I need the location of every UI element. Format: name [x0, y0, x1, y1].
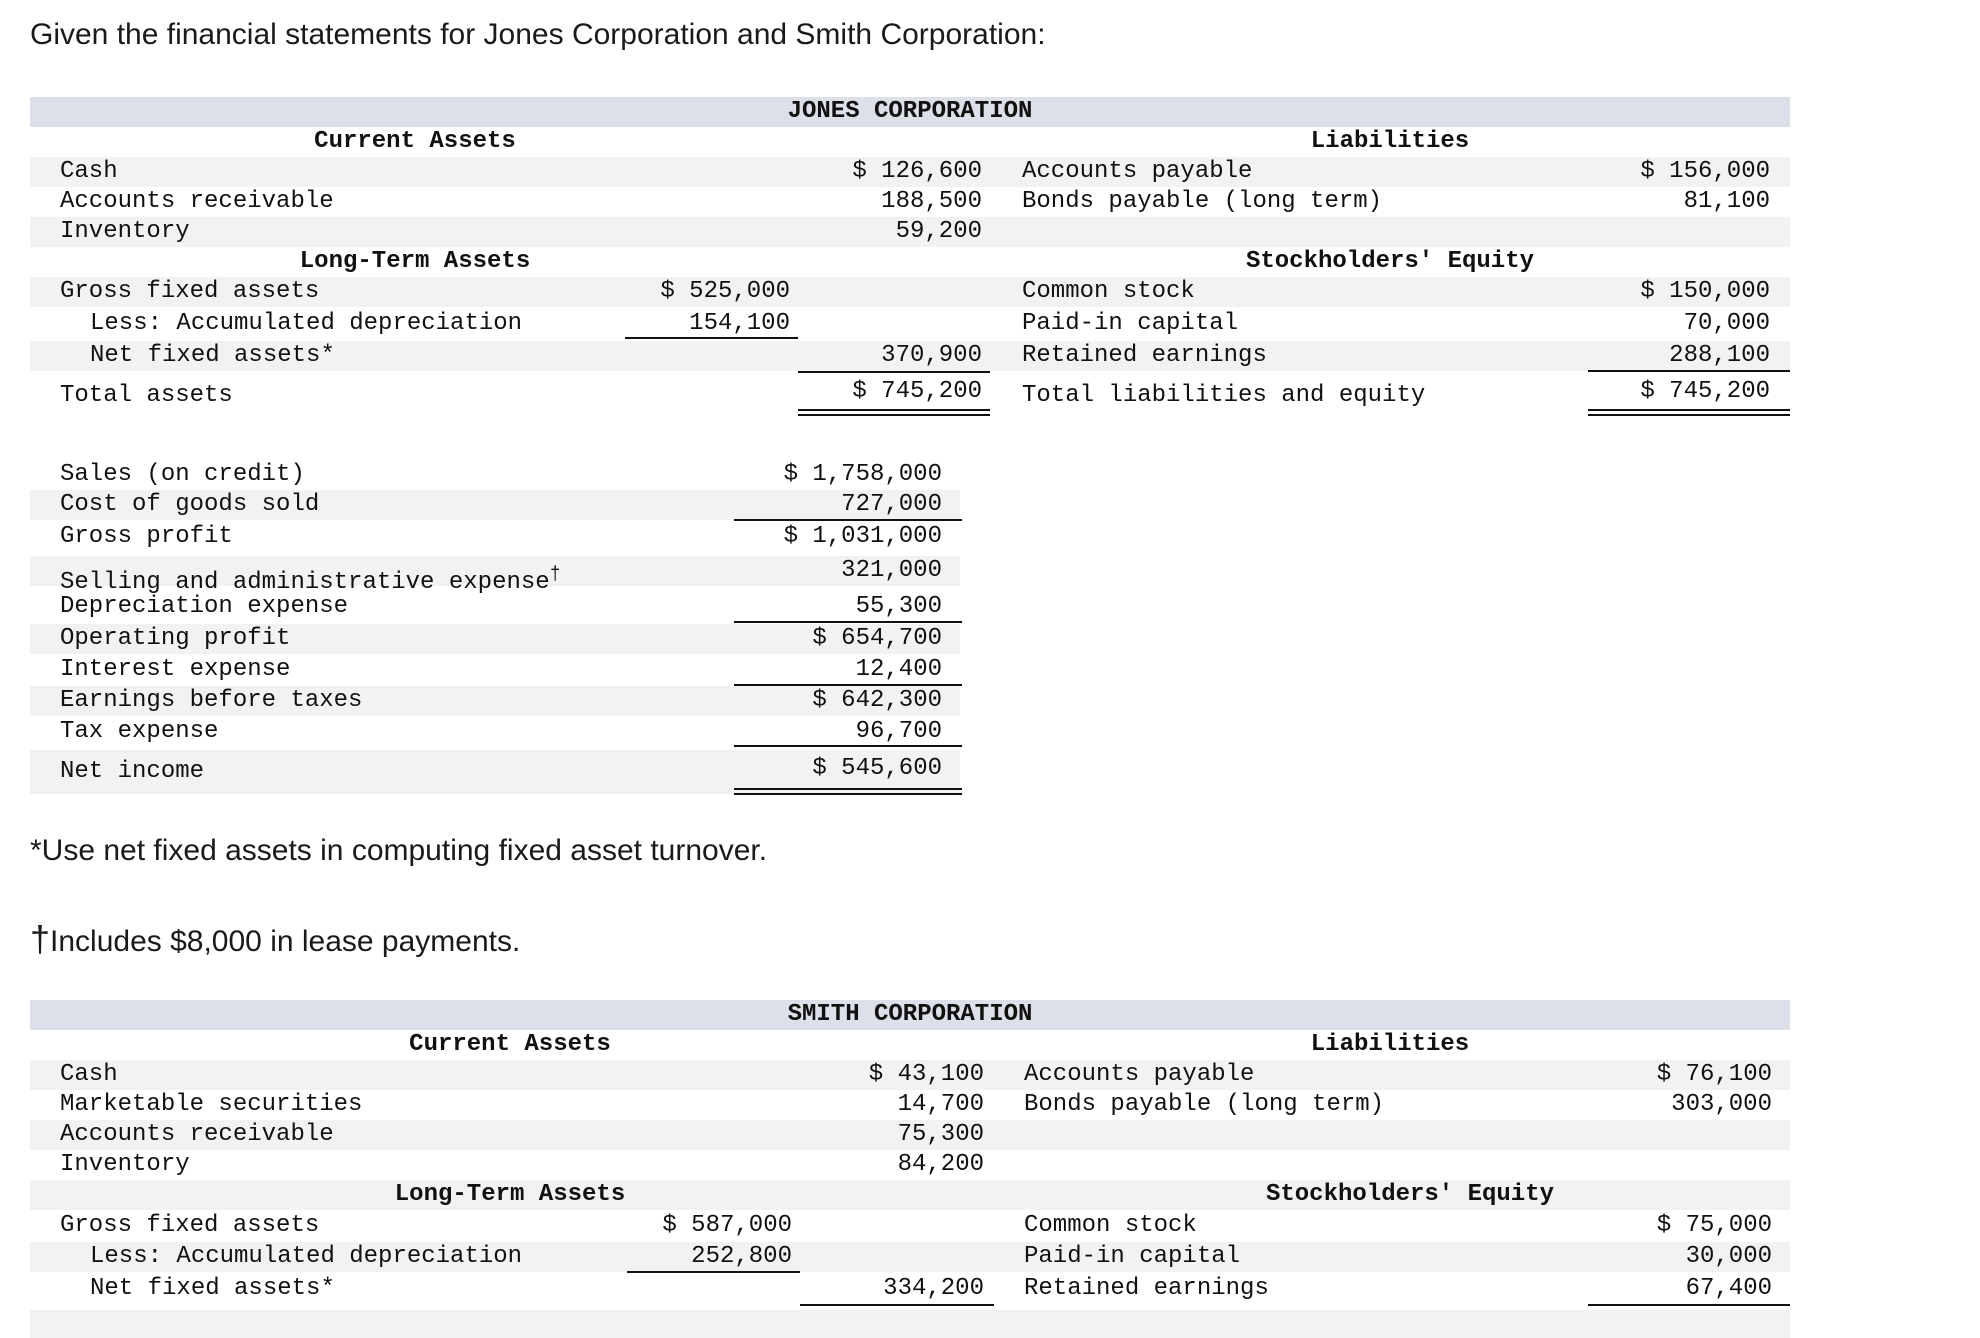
sga-label: Selling and administrative expense†	[60, 565, 561, 596]
jones-re-label: Retained earnings	[1022, 342, 1267, 369]
smith-title: SMITH CORPORATION	[787, 1001, 1033, 1028]
note-dagger: †	[30, 918, 51, 959]
sga-dagger: †	[549, 565, 561, 585]
sales-value: $ 1,758,000	[783, 461, 942, 488]
jones-gfa-label: Gross fixed assets	[60, 278, 320, 305]
jones-tle-label: Total liabilities and equity	[1022, 382, 1426, 409]
ni-value: $ 545,600	[812, 755, 942, 782]
jones-ar-label: Accounts receivable	[60, 188, 334, 215]
tax-label: Tax expense	[60, 718, 219, 745]
smith-ar-label: Accounts receivable	[60, 1121, 334, 1148]
jones-pic-value: 70,000	[1683, 310, 1770, 337]
smith-accdep-label: Less: Accumulated depreciation	[90, 1243, 523, 1270]
jones-cash-label: Cash	[60, 158, 118, 185]
smith-accdep-value: 252,800	[691, 1243, 792, 1270]
smith-current-assets-header: Current Assets	[409, 1031, 611, 1058]
jones-cs-value: $ 150,000	[1640, 278, 1770, 305]
cogs-label: Cost of goods sold	[60, 491, 320, 518]
int-value: 12,400	[855, 656, 942, 683]
cogs-value: 727,000	[841, 491, 942, 518]
dep-label: Depreciation expense	[60, 593, 349, 620]
ni-label: Net income	[60, 758, 205, 785]
tax-value: 96,700	[855, 718, 942, 745]
smith-ar-value: 75,300	[897, 1121, 984, 1148]
smith-cs-value: $ 75,000	[1656, 1212, 1772, 1239]
dep-value: 55,300	[855, 593, 942, 620]
jones-pic-label: Paid-in capital	[1022, 310, 1239, 337]
jones-accdep-value: 154,100	[689, 310, 790, 337]
smith-nfa-label: Net fixed assets*	[90, 1275, 335, 1302]
op-value: $ 654,700	[812, 625, 942, 652]
smith-cash-value: $ 43,100	[868, 1061, 984, 1088]
smith-ap-value: $ 76,100	[1656, 1061, 1772, 1088]
jones-inventory-value: 59,200	[895, 218, 982, 245]
smith-re-label: Retained earnings	[1024, 1275, 1269, 1302]
jones-lta-header: Long-Term Assets	[299, 248, 531, 275]
jones-title: JONES CORPORATION	[787, 98, 1033, 125]
jones-cs-label: Common stock	[1022, 278, 1195, 305]
smith-cash-label: Cash	[60, 1061, 118, 1088]
smith-inventory-value: 84,200	[897, 1151, 984, 1178]
jones-bonds-value: 81,100	[1683, 188, 1770, 215]
jones-bonds-label: Bonds payable (long term)	[1022, 188, 1383, 215]
smith-inventory-label: Inventory	[60, 1151, 190, 1178]
sales-label: Sales (on credit)	[60, 461, 305, 488]
gp-value: $ 1,031,000	[783, 523, 942, 550]
jones-cash-value: $ 126,600	[852, 158, 982, 185]
jones-gfa-value: $ 525,000	[660, 278, 790, 305]
jones-nfa-value: 370,900	[881, 342, 982, 369]
ebt-label: Earnings before taxes	[60, 687, 363, 714]
intro-text: Given the financial statements for Jones Corporation and Smith Corporation:	[30, 18, 1046, 51]
smith-liabilities-header: Liabilities	[1310, 1031, 1470, 1058]
op-label: Operating profit	[60, 625, 291, 652]
smith-gfa-label: Gross fixed assets	[60, 1212, 320, 1239]
jones-tle-value: $ 745,200	[1640, 378, 1770, 405]
smith-ap-label: Accounts payable	[1024, 1061, 1255, 1088]
jones-ap-label: Accounts payable	[1022, 158, 1253, 185]
sga-value: 321,000	[841, 557, 942, 584]
jones-ar-value: 188,500	[881, 188, 982, 215]
smith-lta-header: Long-Term Assets	[394, 1181, 626, 1208]
smith-nfa-value: 334,200	[883, 1275, 984, 1302]
jones-re-value: 288,100	[1669, 342, 1770, 369]
smith-cs-label: Common stock	[1024, 1212, 1197, 1239]
smith-bonds-value: 303,000	[1671, 1091, 1772, 1118]
smith-se-header: Stockholders' Equity	[1265, 1181, 1555, 1208]
jones-ap-value: $ 156,000	[1640, 158, 1770, 185]
smith-ms-label: Marketable securities	[60, 1091, 363, 1118]
jones-liabilities-header: Liabilities	[1310, 128, 1470, 155]
smith-pic-value: 30,000	[1685, 1243, 1772, 1270]
jones-current-assets-header: Current Assets	[314, 128, 516, 155]
note-net-fixed-assets: *Use net fixed assets in computing fixed asset turnover.	[30, 834, 768, 867]
jones-se-header: Stockholders' Equity	[1245, 248, 1535, 275]
smith-pic-label: Paid-in capital	[1024, 1243, 1241, 1270]
ebt-value: $ 642,300	[812, 687, 942, 714]
jones-ta-value: $ 745,200	[852, 378, 982, 405]
gp-label: Gross profit	[60, 523, 233, 550]
jones-nfa-label: Net fixed assets*	[90, 342, 335, 369]
int-label: Interest expense	[60, 656, 291, 683]
smith-re-value: 67,400	[1685, 1275, 1772, 1302]
smith-gfa-value: $ 587,000	[662, 1212, 792, 1239]
jones-inventory-label: Inventory	[60, 218, 190, 245]
jones-ta-label: Total assets	[60, 382, 233, 409]
smith-ms-value: 14,700	[897, 1091, 984, 1118]
jones-accdep-label: Less: Accumulated depreciation	[90, 310, 523, 337]
smith-bonds-label: Bonds payable (long term)	[1024, 1091, 1385, 1118]
note-lease-payments: †Includes $8,000 in lease payments.	[30, 918, 521, 959]
